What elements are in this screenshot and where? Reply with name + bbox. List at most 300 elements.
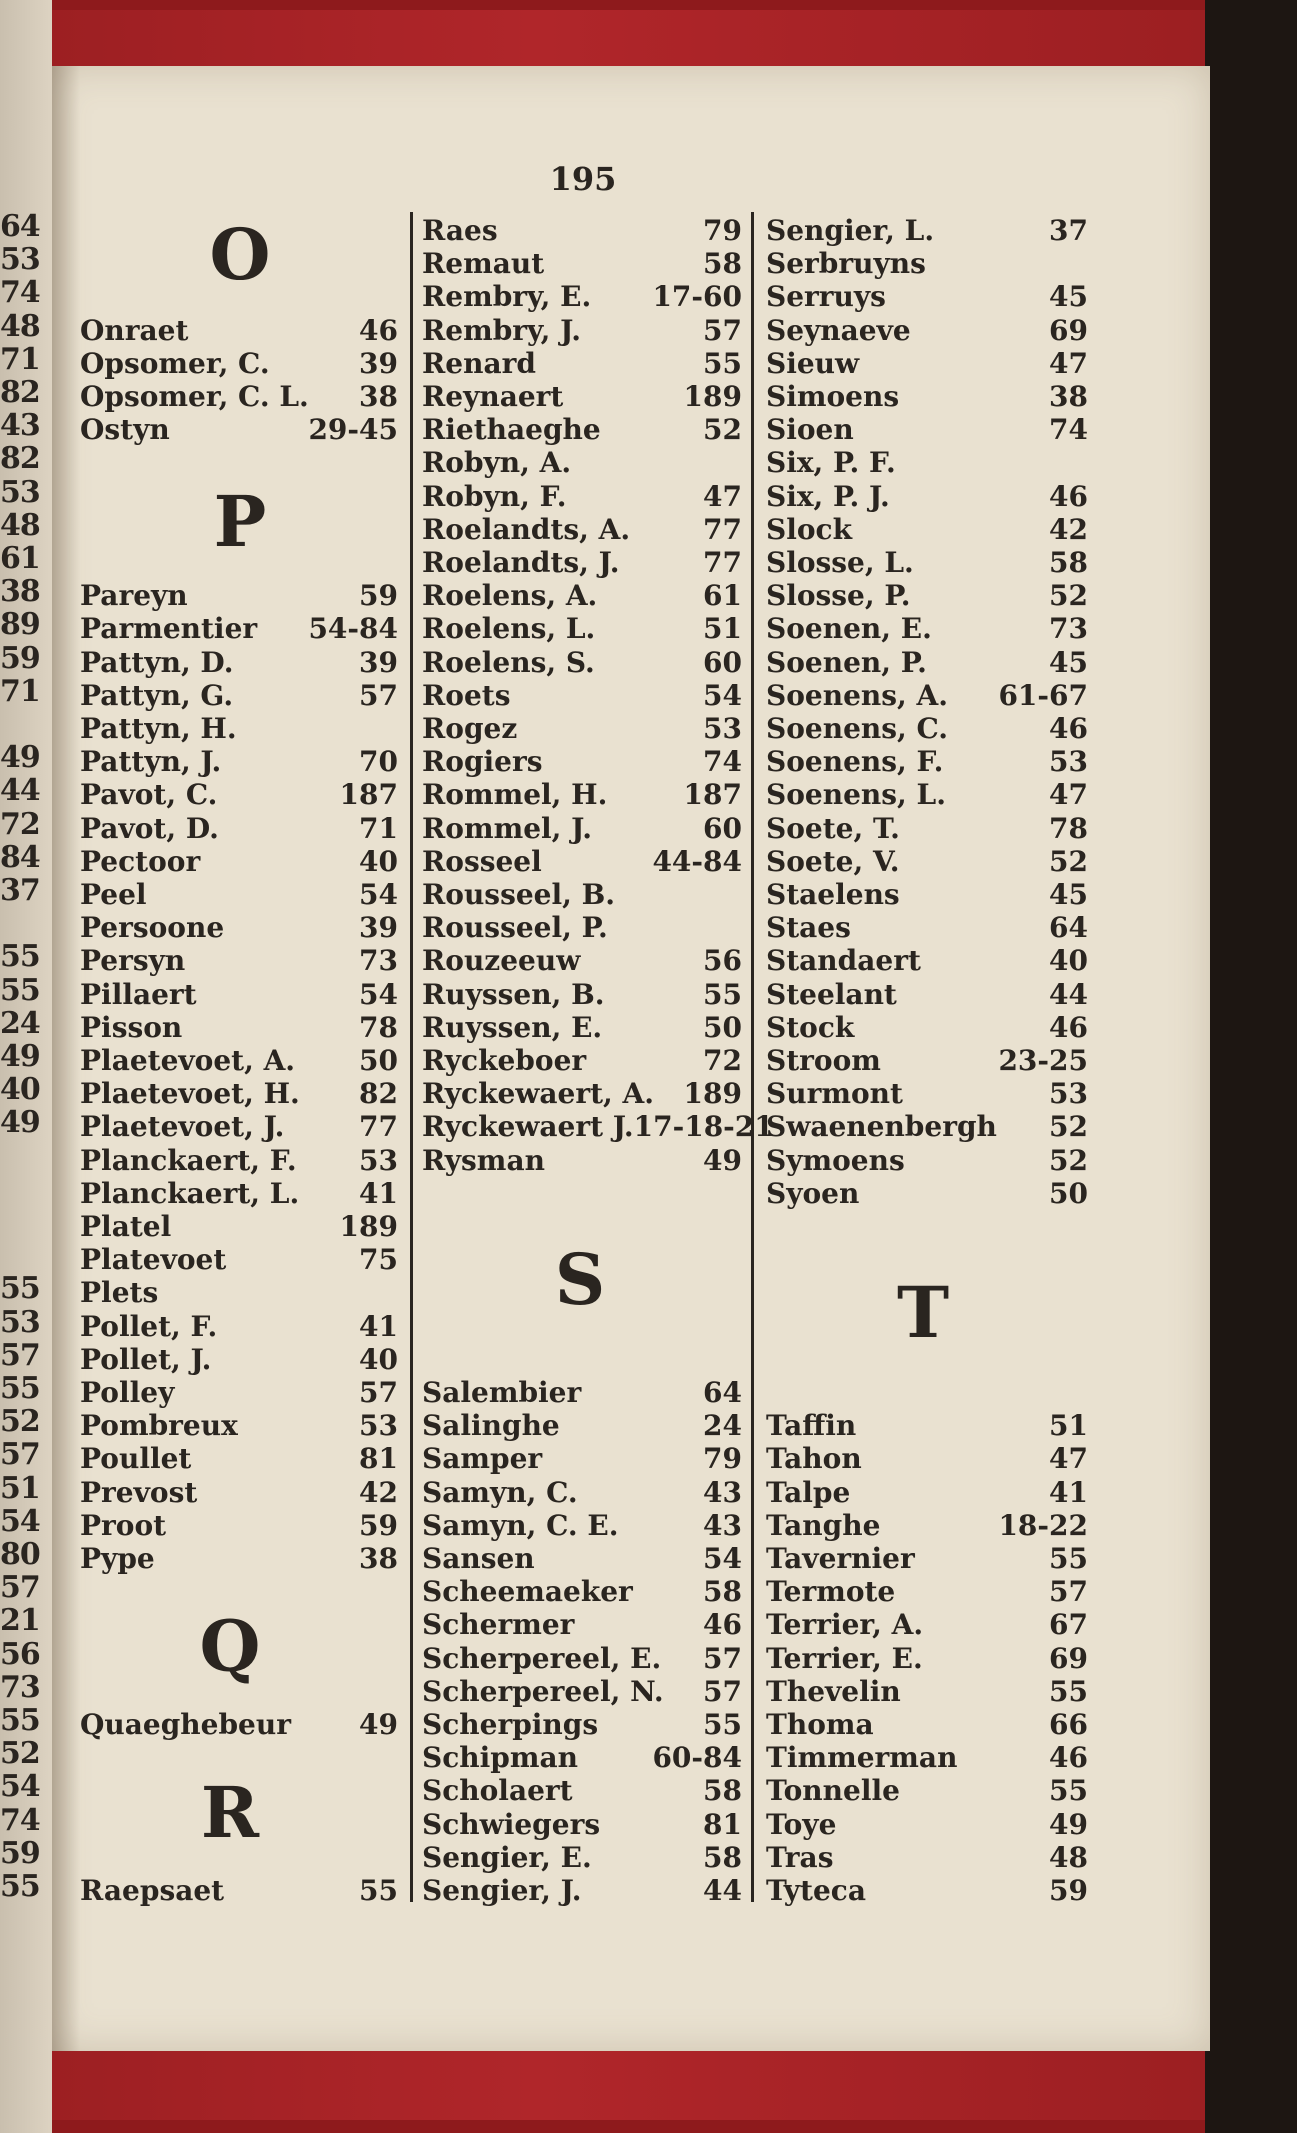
margin-number: 57 <box>0 1437 40 1473</box>
index-entry-name: Prevost <box>80 1475 198 1509</box>
index-entry-page: 61 <box>703 579 742 613</box>
index-entry-name: Roets <box>422 678 511 712</box>
index-entry-page: 57 <box>703 313 742 347</box>
margin-number: 55 <box>0 1271 40 1307</box>
margin-number: 54 <box>0 1769 40 1805</box>
index-entry-name: Pollet, J. <box>80 1342 212 1376</box>
index-entry-page: 189 <box>339 1210 398 1243</box>
index-entry-page: 79 <box>703 214 742 247</box>
index-entry-page: 78 <box>1049 811 1088 845</box>
index-entry-name: Rogiers <box>422 745 543 779</box>
section-letter-s: S <box>554 1238 606 1321</box>
margin-number: 55 <box>0 1703 40 1738</box>
margin-number: 52 <box>0 1736 40 1772</box>
margin-number: 82 <box>0 441 40 477</box>
index-entry-page: 23-25 <box>998 1044 1088 1077</box>
index-entry-name: Ryckewaert J.17-18-21 <box>422 1110 774 1144</box>
index-entry-name: Schwiegers <box>422 1807 601 1841</box>
section-letter-q: Q <box>199 1605 261 1688</box>
index-entry-page: 59 <box>1049 1874 1088 1907</box>
index-entry-name: Rosseel <box>422 844 542 878</box>
index-entry-page <box>268 1277 398 1309</box>
index-entry-name: Soenens, F. <box>766 745 944 779</box>
index-entry-page: 45 <box>1049 878 1088 911</box>
index-entry-name: Ryckeboer <box>422 1044 587 1077</box>
index-entry-name: Scherpings <box>422 1708 599 1741</box>
margin-number: 53 <box>0 474 40 510</box>
index-entry-name: Sengier, J. <box>422 1874 582 1907</box>
index-entry-name: Serbruyns <box>766 247 926 281</box>
index-entry-page: 71 <box>359 811 398 845</box>
index-entry-name: Schermer <box>422 1608 575 1642</box>
index-entry-name: Plaetevoet, J. <box>80 1110 285 1144</box>
index-entry-page: 51 <box>1049 1409 1088 1443</box>
margin-number: 61 <box>0 541 40 576</box>
index-entry-name: Opsomer, C. L. <box>80 380 309 413</box>
index-entry-name: Terrier, A. <box>766 1608 924 1642</box>
index-entry-name: Robyn, F. <box>422 479 567 513</box>
margin-number: 40 <box>0 1072 40 1108</box>
index-entry-name: Simoens <box>766 380 900 413</box>
index-entry-name: Pattyn, G. <box>80 678 234 712</box>
index-entry-page: 38 <box>359 380 398 413</box>
index-entry-name: Pavot, D. <box>80 811 219 845</box>
index-entry-page: 52 <box>1049 1143 1088 1177</box>
margin-number: 73 <box>0 1669 40 1705</box>
index-entry-name: Taffin <box>766 1409 857 1443</box>
index-entry-page <box>958 447 1088 479</box>
index-entry-page: 64 <box>703 1376 742 1409</box>
index-entry-page: 59 <box>359 1508 398 1542</box>
index-entry-page: 40 <box>359 844 398 878</box>
index-entry-page: 73 <box>1049 612 1088 646</box>
margin-number: 49 <box>0 740 40 776</box>
index-entry-name: Rysman <box>422 1143 545 1177</box>
index-entry-page: 56 <box>703 944 742 978</box>
index-entry-page: 55 <box>703 346 742 380</box>
index-entry-page: 47 <box>703 479 742 513</box>
index-entry-page: 41 <box>359 1176 398 1210</box>
index-entry-page: 58 <box>703 1575 742 1609</box>
index-entry-page: 45 <box>1049 645 1088 679</box>
index-entry-page: 50 <box>703 1010 742 1044</box>
index-entry-page: 49 <box>703 1143 742 1177</box>
margin-number: 56 <box>0 1636 40 1672</box>
margin-number: 71 <box>0 673 40 709</box>
index-entry-page: 187 <box>339 778 398 812</box>
index-entry-name: Persoone <box>80 911 225 945</box>
index-entry-page: 17-60 <box>652 280 742 314</box>
index-entry-page: 74 <box>703 745 742 779</box>
index-entry-page: 53 <box>1049 745 1088 779</box>
margin-number: 54 <box>0 1503 40 1539</box>
index-entry-page: 45 <box>1049 280 1088 314</box>
margin-number: 44 <box>0 773 40 809</box>
index-entry-page: 54-84 <box>308 612 398 646</box>
margin-number: 53 <box>0 1304 40 1340</box>
index-entry-page: 52 <box>1049 1110 1088 1144</box>
index-entry-page: 46 <box>1049 479 1088 513</box>
index-entry-name: Soenen, P. <box>766 645 927 679</box>
index-entry-name: Surmont <box>766 1077 903 1111</box>
index-entry-name: Thevelin <box>766 1674 901 1708</box>
index-entry-page: 52 <box>703 413 742 447</box>
index-entry-name: Ruyssen, B. <box>422 977 605 1011</box>
index-entry-name: Persyn <box>80 944 186 978</box>
index-entry-name: Rogez <box>422 712 518 745</box>
index-entry-name: Platel <box>80 1210 172 1243</box>
margin-number: 37 <box>0 873 40 908</box>
index-entry-name: Riethaeghe <box>422 413 601 447</box>
column-rule-1 <box>410 212 413 1902</box>
index-entry-name: Remaut <box>422 247 545 281</box>
margin-number: 57 <box>0 1337 40 1373</box>
index-entry-name: Rousseel, P. <box>422 911 608 945</box>
index-entry-page: 18-22 <box>998 1508 1088 1542</box>
index-entry-page: 44 <box>1049 977 1088 1011</box>
index-entry-name: Scheemaeker <box>422 1575 633 1609</box>
index-entry-page <box>268 713 398 745</box>
index-entry-name: Slock <box>766 512 852 546</box>
index-entry-page: 189 <box>683 380 742 413</box>
index-entry-page: 58 <box>1049 546 1088 579</box>
index-entry-page: 47 <box>1049 346 1088 380</box>
margin-number: 59 <box>0 640 40 676</box>
index-entry-name: Plaetevoet, H. <box>80 1077 300 1111</box>
index-entry-name: Tyteca <box>766 1874 866 1907</box>
index-entry-name: Onraet <box>80 313 189 347</box>
index-entry-name: Pollet, F. <box>80 1309 218 1343</box>
page-gutter <box>50 66 80 2051</box>
margin-number: 74 <box>0 1802 40 1838</box>
index-entry-name: Pisson <box>80 1010 183 1044</box>
column-rule-2 <box>751 212 754 1902</box>
index-entry-name: Opsomer, C. <box>80 346 270 380</box>
index-entry-page: 70 <box>359 745 398 779</box>
margin-number: 52 <box>0 1404 40 1440</box>
facing-page-margin <box>0 0 52 2133</box>
index-entry-name: Planckaert, L. <box>80 1176 300 1210</box>
index-entry-name: Scherpereel, E. <box>422 1641 662 1675</box>
index-entry-name: Platevoet <box>80 1243 227 1277</box>
index-entry-page: 58 <box>703 247 742 281</box>
index-entry-page: 46 <box>1049 712 1088 745</box>
index-entry-name: Quaeghebeur <box>80 1708 291 1741</box>
index-entry-name: Standaert <box>766 944 921 978</box>
index-entry-name: Slosse, L. <box>766 546 914 579</box>
index-entry-name: Renard <box>422 346 536 380</box>
index-entry-name: Rommel, J. <box>422 811 592 845</box>
index-entry-name: Salinghe <box>422 1409 560 1443</box>
index-entry-page: 187 <box>683 778 742 812</box>
index-entry-name: Serruys <box>766 280 886 314</box>
index-entry-page: 53 <box>359 1409 398 1443</box>
index-entry-page: 60 <box>703 811 742 845</box>
index-entry-name: Stroom <box>766 1044 881 1077</box>
index-entry-name: Roelandts, J. <box>422 546 620 579</box>
index-entry-name: Peel <box>80 878 147 911</box>
index-entry-name: Pattyn, J. <box>80 745 222 779</box>
index-entry-page: 55 <box>359 1874 398 1907</box>
index-entry-name: Roelens, S. <box>422 645 595 679</box>
index-entry-name: Ryckewaert, A. <box>422 1077 655 1111</box>
index-entry-name: Salembier <box>422 1376 582 1409</box>
index-entry-page: 78 <box>359 1010 398 1044</box>
index-entry-page: 60 <box>703 645 742 679</box>
index-entry-name: Steelant <box>766 977 897 1011</box>
index-entry-page <box>612 912 742 944</box>
index-entry-name: Symoens <box>766 1143 905 1177</box>
margin-number: 48 <box>0 507 40 543</box>
index-entry-name: Tavernier <box>766 1542 915 1575</box>
margin-number: 55 <box>0 1371 40 1406</box>
index-entry-name: Rembry, E. <box>422 280 592 314</box>
index-entry-name: Pillaert <box>80 977 197 1011</box>
index-entry-page: 57 <box>1049 1575 1088 1609</box>
index-entry-name: Talpe <box>766 1475 851 1509</box>
index-entry-page: 55 <box>1049 1774 1088 1808</box>
index-entry-page: 47 <box>1049 1442 1088 1476</box>
margin-number: 89 <box>0 607 40 643</box>
index-entry-name: Planckaert, F. <box>80 1143 297 1177</box>
margin-number: 80 <box>0 1537 40 1572</box>
index-entry-page: 58 <box>703 1840 742 1874</box>
index-entry-page: 73 <box>359 944 398 978</box>
index-entry-name: Scholaert <box>422 1774 573 1808</box>
margin-number: 43 <box>0 408 40 444</box>
index-entry-page: 40 <box>1049 944 1088 978</box>
margin-number: 57 <box>0 1570 40 1606</box>
index-entry-name: Parmentier <box>80 612 258 646</box>
index-entry-page: 53 <box>1049 1077 1088 1111</box>
index-entry-name: Schipman <box>422 1741 578 1775</box>
index-entry-name: Slosse, P. <box>766 579 911 613</box>
index-entry-page: 41 <box>1049 1475 1088 1509</box>
margin-number: 49 <box>0 1039 40 1074</box>
index-entry-name: Pattyn, D. <box>80 645 234 679</box>
index-entry-page: 39 <box>359 645 398 679</box>
index-entry-name: Soenens, A. <box>766 678 948 712</box>
index-entry-name: Rouzeeuw <box>422 944 581 978</box>
index-entry-name: Tonnelle <box>766 1774 900 1808</box>
index-entry-name: Polley <box>80 1376 175 1409</box>
index-entry-page: 57 <box>703 1674 742 1708</box>
index-entry-name: Seynaeve <box>766 313 911 347</box>
index-entry-name: Thoma <box>766 1708 874 1741</box>
margin-number: 59 <box>0 1835 40 1871</box>
index-entry-name: Samyn, C. <box>422 1475 578 1509</box>
index-entry-name: Sioen <box>766 413 854 447</box>
index-entry-name: Staelens <box>766 878 900 911</box>
index-entry-page: 57 <box>359 1376 398 1409</box>
index-entry-page: 54 <box>359 977 398 1011</box>
index-entry-name: Raepsaet <box>80 1874 225 1907</box>
page-number: 195 <box>549 160 617 198</box>
index-entry-page: 77 <box>359 1110 398 1144</box>
index-entry-page: 44 <box>703 1874 742 1907</box>
index-entry-page: 42 <box>359 1475 398 1509</box>
index-entry-page: 55 <box>1049 1674 1088 1708</box>
margin-number: 51 <box>0 1470 40 1506</box>
index-entry-page: 52 <box>1049 844 1088 878</box>
index-entry-page: 81 <box>703 1807 742 1841</box>
index-entry-page: 44-84 <box>652 844 742 878</box>
index-entry-name: Proot <box>80 1508 167 1542</box>
index-entry-name: Plets <box>80 1276 159 1310</box>
index-entry-name: Toye <box>766 1807 837 1841</box>
index-entry-page: 54 <box>703 1542 742 1575</box>
index-entry-name: Sengier, L. <box>766 214 935 247</box>
index-entry-page: 59 <box>359 579 398 613</box>
margin-number: 38 <box>0 574 40 610</box>
index-entry-page: 38 <box>359 1542 398 1575</box>
index-entry-name: Pype <box>80 1542 155 1575</box>
index-entry-name: Sengier, E. <box>422 1840 592 1874</box>
section-letter-r: R <box>200 1771 260 1854</box>
index-entry-name: Sieuw <box>766 346 860 380</box>
index-entry-page: 43 <box>703 1475 742 1509</box>
index-entry-page: 69 <box>1049 1641 1088 1675</box>
index-entry-name: Pareyn <box>80 579 188 613</box>
index-entry-page: 46 <box>359 313 398 347</box>
index-entry-page: 29-45 <box>308 413 398 447</box>
index-entry-name: Ostyn <box>80 413 170 447</box>
index-entry-page: 24 <box>703 1409 742 1443</box>
index-entry-page: 57 <box>703 1641 742 1675</box>
section-letter-t: T <box>896 1271 950 1354</box>
margin-number: 82 <box>0 375 40 410</box>
index-entry-name: Pombreux <box>80 1409 238 1443</box>
index-entry-name: Ruyssen, E. <box>422 1010 603 1044</box>
index-entry-name: Roelens, A. <box>422 579 598 613</box>
book-edge-right <box>1205 0 1297 2133</box>
margin-number: 48 <box>0 308 40 344</box>
index-entry-page: 49 <box>1049 1807 1088 1841</box>
margin-number: 74 <box>0 275 40 311</box>
index-entry-page <box>612 447 742 479</box>
index-entry-name: Tanghe <box>766 1508 881 1542</box>
index-entry-page <box>612 879 742 911</box>
index-entry-page: 55 <box>703 977 742 1011</box>
index-entry-page: 69 <box>1049 313 1088 347</box>
index-entry-page: 74 <box>1049 413 1088 447</box>
index-entry-page: 38 <box>1049 380 1088 413</box>
index-entry-name: Rousseel, B. <box>422 878 616 911</box>
index-entry-name: Termote <box>766 1575 896 1609</box>
index-entry-name: Pavot, C. <box>80 778 218 812</box>
margin-number: 55 <box>0 972 40 1008</box>
index-entry-page: 50 <box>1049 1176 1088 1210</box>
section-letter-o: O <box>209 213 271 296</box>
index-entry-page: 79 <box>703 1442 742 1476</box>
index-entry-page: 48 <box>1049 1840 1088 1874</box>
index-entry-name: Sansen <box>422 1542 535 1575</box>
margin-number: 55 <box>0 939 40 975</box>
margin-number: 71 <box>0 341 40 377</box>
index-entry-name: Terrier, E. <box>766 1641 923 1675</box>
index-entry-name: Roelandts, A. <box>422 512 631 546</box>
index-entry-page: 39 <box>359 911 398 945</box>
index-entry-page: 40 <box>359 1342 398 1376</box>
index-entry-page: 47 <box>1049 778 1088 812</box>
index-entry-page: 41 <box>359 1309 398 1343</box>
index-entry-page: 55 <box>703 1708 742 1741</box>
margin-number: 21 <box>0 1603 40 1639</box>
index-entry-name: Tras <box>766 1840 834 1874</box>
index-entry-page: 57 <box>359 678 398 712</box>
index-entry-name: Pattyn, H. <box>80 712 237 745</box>
index-entry-name: Samyn, C. E. <box>422 1508 619 1542</box>
index-entry-name: Rommel, H. <box>422 778 608 812</box>
index-entry-page: 50 <box>359 1044 398 1077</box>
index-entry-page: 54 <box>703 678 742 712</box>
index-entry-page: 53 <box>703 712 742 745</box>
index-entry-page: 46 <box>1049 1010 1088 1044</box>
index-entry-page: 61-67 <box>998 678 1088 712</box>
index-entry-name: Stock <box>766 1010 855 1044</box>
index-entry-name: Syoen <box>766 1176 860 1210</box>
index-entry-name: Swaenenbergh <box>766 1110 997 1144</box>
index-entry-page: 67 <box>1049 1608 1088 1642</box>
margin-number: 24 <box>0 1005 40 1041</box>
index-entry-page: 82 <box>359 1077 398 1111</box>
index-entry-page: 39 <box>359 346 398 380</box>
index-entry-name: Soete, T. <box>766 811 900 845</box>
index-entry-name: Timmerman <box>766 1741 958 1775</box>
index-entry-page: 55 <box>1049 1542 1088 1575</box>
index-entry-page: 46 <box>703 1608 742 1642</box>
index-entry-name: Robyn, A. <box>422 446 572 480</box>
index-entry-page: 77 <box>703 512 742 546</box>
index-entry-page: 77 <box>703 546 742 579</box>
index-entry-name: Six, P. J. <box>766 479 890 513</box>
index-entry-page: 64 <box>1049 911 1088 945</box>
index-entry-name: Soenens, C. <box>766 712 949 745</box>
margin-number: 53 <box>0 242 40 278</box>
index-entry-page: 49 <box>359 1708 398 1741</box>
margin-number: 84 <box>0 839 40 875</box>
index-entry-name: Poullet <box>80 1442 192 1476</box>
index-entry-name: Scherpereel, N. <box>422 1674 664 1708</box>
index-entry-page: 75 <box>359 1243 398 1277</box>
index-entry-page: 72 <box>703 1044 742 1077</box>
index-entry-page: 51 <box>703 612 742 646</box>
index-entry-name: Soenens, L. <box>766 778 946 812</box>
margin-number: 49 <box>0 1105 40 1141</box>
index-entry-name: Tahon <box>766 1442 862 1476</box>
index-entry-page: 37 <box>1049 214 1088 247</box>
index-entry-name: Six, P. F. <box>766 446 896 480</box>
index-entry-page <box>958 248 1088 280</box>
index-entry-page: 42 <box>1049 512 1088 546</box>
index-entry-page: 52 <box>1049 579 1088 613</box>
index-entry-name: Reynaert <box>422 380 564 413</box>
index-entry-name: Staes <box>766 911 851 945</box>
index-entry-name: Soete, V. <box>766 844 900 878</box>
index-entry-page: 43 <box>703 1508 742 1542</box>
index-entry-name: Roelens, L. <box>422 612 596 646</box>
index-entry-name: Rembry, J. <box>422 313 581 347</box>
index-entry-name: Raes <box>422 214 498 247</box>
index-entry-name: Samper <box>422 1442 543 1476</box>
margin-number: 72 <box>0 806 40 842</box>
index-entry-page <box>612 1111 742 1143</box>
index-entry-name: Soenen, E. <box>766 612 932 646</box>
index-entry-page: 81 <box>359 1442 398 1476</box>
index-entry-page: 189 <box>683 1077 742 1111</box>
index-entry-name: Pectoor <box>80 844 201 878</box>
index-entry-page: 66 <box>1049 1708 1088 1741</box>
